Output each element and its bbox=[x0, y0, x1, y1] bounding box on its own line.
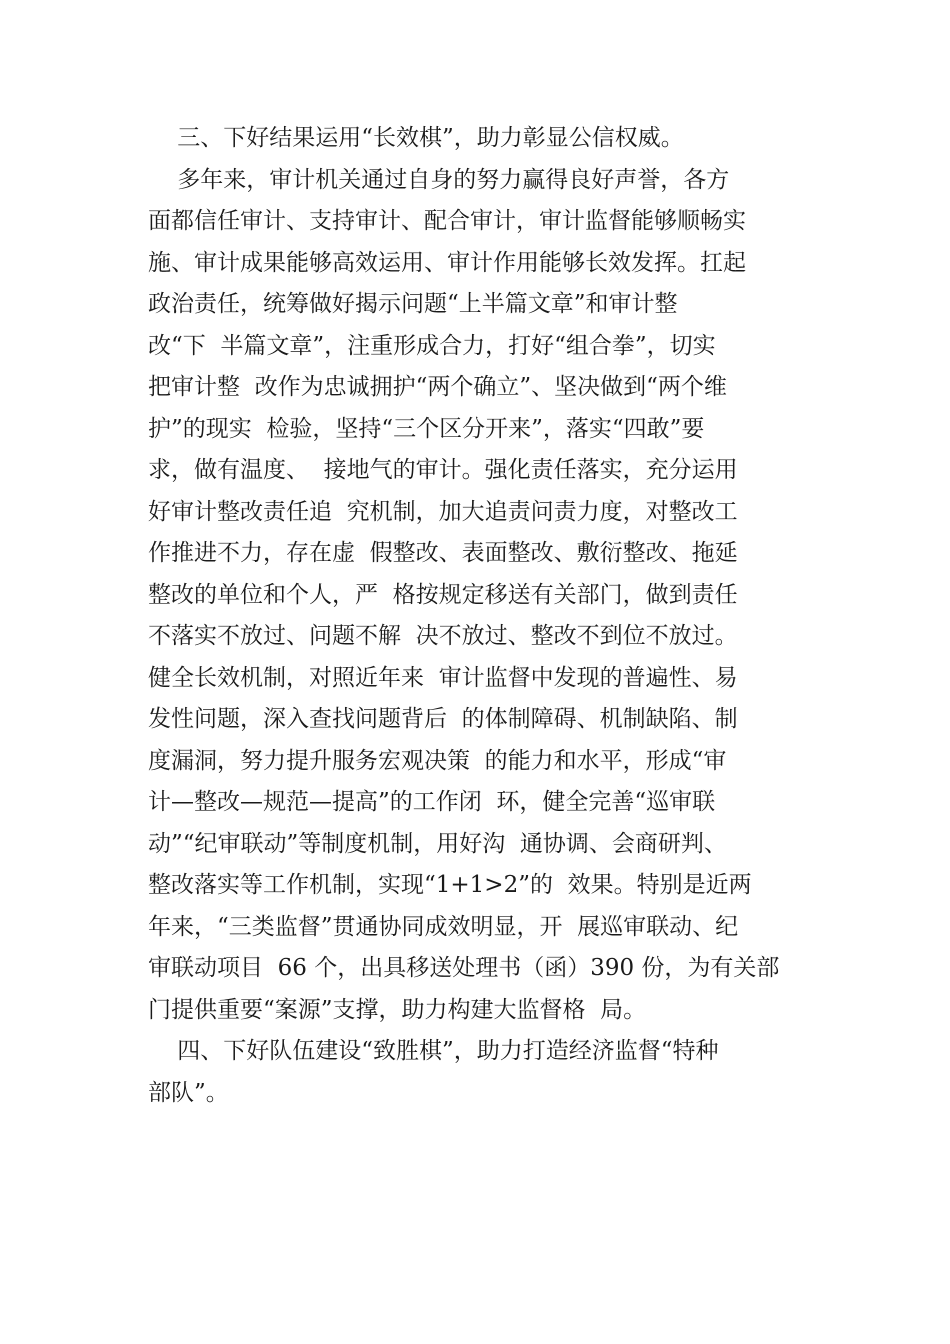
paragraph-line: 健全长效机制，对照近年来 审计监督中发现的普遍性、易 bbox=[148, 664, 738, 691]
paragraph-line: 度漏洞，努力提升服务宏观决策 的能力和水平，形成“审 bbox=[148, 747, 727, 774]
body-text bbox=[148, 118, 808, 1114]
heading-section-three: 三、下好结果运用“长效棋”，助力彰显公信权威。 bbox=[148, 125, 684, 151]
paragraph-line: 多年来，审计机关通过自身的努力赢得良好声誉，各方 bbox=[148, 166, 730, 193]
heading-section-four: 四、下好队伍建设“致胜棋”，助力打造经济监督“特种 bbox=[148, 1038, 719, 1064]
paragraph-line: 政治责任，统筹做好揭示问题“上半篇文章”和审计整 bbox=[148, 291, 678, 317]
paragraph-line: 求，做有温度、 接地气的审计。强化责任落实，充分运用 bbox=[148, 457, 738, 483]
paragraph-line: 发性问题，深入查找问题背后 的体制障碍、机制缺陷、制 bbox=[148, 706, 738, 732]
paragraph-line: 改“下 半篇文章”，注重形成合力，打好“组合拳”，切实 bbox=[148, 332, 716, 359]
paragraph-line: 计—整改—规范—提高”的工作闭 环，健全完善“巡审联 bbox=[148, 789, 716, 815]
paragraph-line: 部队”。 bbox=[148, 1079, 229, 1106]
paragraph-line: 护”的现实 检验，坚持“三个区分开来”，落实“四敢”要 bbox=[148, 415, 705, 442]
paragraph-line: 好审计整改责任追 究机制，加大追责问责力度，对整改工 bbox=[148, 498, 738, 525]
paragraph-line: 施、审计成果能够高效运用、审计作用能够长效发挥。扛起 bbox=[148, 249, 746, 276]
paragraph-line: 门提供重要“案源”支撑，助力构建大监督格 局。 bbox=[148, 996, 647, 1023]
paragraph-line: 面都信任审计、支持审计、配合审计，审计监督能够顺畅实 bbox=[148, 208, 746, 234]
paragraph-line: 作推进不力，存在虚 假整改、表面整改、敷衍整改、拖延 bbox=[148, 540, 738, 566]
paragraph-line: 把审计整 改作为忠诚拥护“两个确立”、坚决做到“两个维 bbox=[148, 374, 727, 400]
paragraph-line: 整改落实等工作机制，实现“1+1>2”的 效果。特别是近两 bbox=[148, 872, 752, 898]
paragraph-line: 整改的单位和个人，严 格按规定移送有关部门，做到责任 bbox=[148, 581, 738, 608]
paragraph-line: 审联动项目 66 个，出具移送处理书（函）390 份，为有关部 bbox=[148, 955, 780, 981]
paragraph-line: 不落实不放过、问题不解 决不放过、整改不到位不放过。 bbox=[148, 623, 738, 649]
paragraph-line: 年来，“三类监督”贯通协同成效明显，开 展巡审联动、纪 bbox=[148, 913, 739, 940]
paragraph-line: 动”“纪审联动”等制度机制，用好沟 通协调、会商研判、 bbox=[148, 830, 727, 857]
